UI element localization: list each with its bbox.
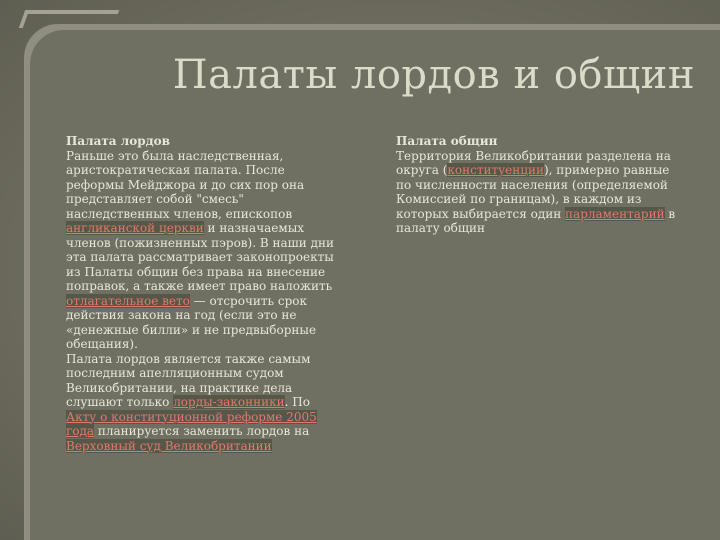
lords-text-2: и назначаемых членов (пожизненных пэров). В наши дни эта палата рассматривает законопроекты из Палаты общин без права на внесение поправок, а также имеет право наложить [66, 221, 334, 293]
lords-column [66, 134, 344, 453]
commons-text-1: Территория Великобритании разделена на округа ( [396, 148, 671, 177]
commons-heading: Палата общин [396, 134, 498, 148]
commons-text-3: в палату общин [396, 206, 676, 235]
commons-text-2: ), примерно равные по численности населения (определяемой Комиссией по границам), в каждом из которых выбирается один [396, 163, 670, 221]
corner-decoration [19, 10, 120, 28]
link-constitutional-reform-act[interactable]: Акту о конституционной реформе 2005 года [66, 409, 317, 438]
lords-text-4: Палата лордов является также самым последним апелляционным судом Великобритании, на практике дела слушают только [66, 351, 311, 409]
lords-text-5: . По [284, 395, 310, 409]
link-suspensive-veto[interactable]: отлагательное вето [66, 293, 190, 308]
link-supreme-court[interactable]: Верховный суд Великобритании [66, 438, 272, 453]
link-constituencies[interactable]: конституенции [447, 163, 544, 177]
link-law-lords[interactable]: лорды-законники [173, 395, 285, 409]
commons-column [396, 134, 686, 236]
link-anglican-church[interactable]: англиканской церкви [66, 221, 204, 235]
lords-text-1: Раньше это была наследственная, аристократическая палата. После реформы Мейджора и до сих пор она представляет собой "смесь" наследственных членов, епископов [66, 148, 305, 221]
slide-title: Палаты лордов и общин [172, 52, 695, 98]
lords-text-6: планируется заменить лордов на [94, 424, 310, 438]
lords-heading: Палата лордов [66, 134, 170, 148]
link-member-of-parliament[interactable]: парламентарий [565, 206, 665, 221]
lords-text-3: — отсрочить срок действия закона на год (если это не «денежные билли» и не предвыборные обещания). [66, 293, 317, 351]
